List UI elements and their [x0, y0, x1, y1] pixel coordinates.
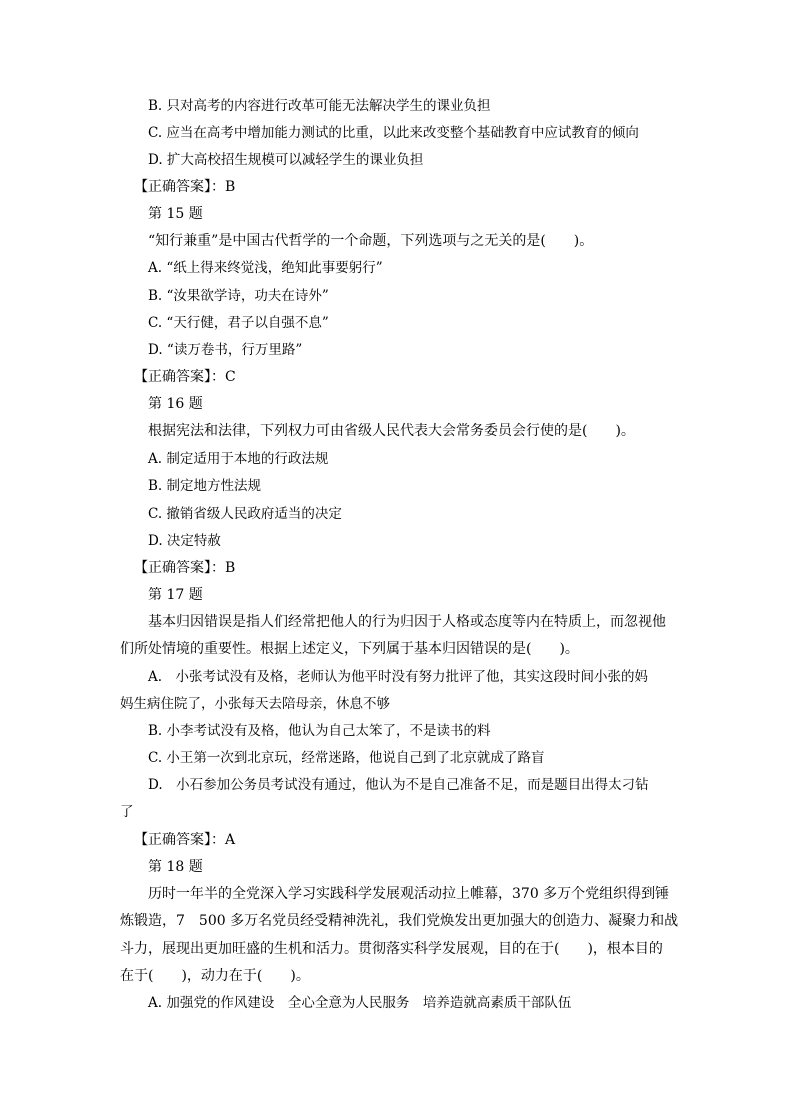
option-line: 妈生病住院了，小张每天去陪母亲，休息不够: [120, 696, 390, 712]
option-line: C. “天行健，君子以自强不息”: [148, 315, 329, 331]
question-stem: 斗力，展现出更加旺盛的生机和活力。贯彻落实科学发展观，目的在于( )，根本目的: [120, 941, 663, 957]
option-line: D. 决定特赦: [148, 533, 221, 549]
option-line: B. “汝果欲学诗，功夫在诗外”: [148, 288, 329, 304]
question-number: 第 16 题: [148, 396, 203, 412]
option-line: A. 加强党的作风建设 全心全意为人民服务 培养造就高素质干部队伍: [148, 995, 572, 1011]
question-number: 第 17 题: [148, 587, 203, 603]
option-line: D. 小石参加公务员考试没有通过，他认为不是自己准备不足，而是题目出得太刁钻: [148, 777, 649, 793]
answer-line: 【正确答案】：B: [134, 560, 236, 576]
option-line: B. 小李考试没有及格，他认为自己太笨了，不是读书的料: [148, 723, 491, 739]
question-stem: 基本归因错误是指人们经常把他人的行为归因于人格或态度等内在特质上，而忽视他: [148, 614, 666, 630]
option-line: D. 扩大高校招生规模可以减轻学生的课业负担: [148, 152, 424, 168]
option-line: A. 制定适用于本地的行政法规: [148, 451, 329, 467]
question-number: 第 15 题: [148, 206, 203, 222]
option-line: C. 应当在高考中增加能力测试的比重，以此来改变整个基础教育中应试教育的倾向: [148, 125, 639, 141]
option-line: 了: [120, 804, 134, 820]
answer-line: 【正确答案】：C: [134, 369, 236, 385]
question-stem: 根据宪法和法律，下列权力可由省级人民代表大会常务委员会行使的是( )。: [148, 423, 635, 439]
answer-line: 【正确答案】：A: [134, 832, 236, 848]
option-line: A. “纸上得来终觉浅，绝知此事要躬行”: [148, 260, 383, 276]
question-stem: 在于( )，动力在于( )。: [120, 968, 310, 984]
option-line: D. “读万卷书，行万里路”: [148, 342, 303, 358]
question-stem: 炼锻造，7 500 多万名党员经受精神洗礼，我们党焕发出更加强大的创造力、凝聚力和战: [120, 913, 679, 929]
option-line: A. 小张考试没有及格，老师认为他平时没有努力批评了他，其实这段时间小张的妈: [148, 669, 649, 685]
option-line: B. 只对高考的内容进行改革可能无法解决学生的课业负担: [148, 98, 491, 114]
question-stem: 历时一年半的全党深入学习实践科学发展观活动拉上帷幕，370 多万个党组织得到锤: [148, 886, 670, 902]
question-stem: 们所处情境的重要性。根据上述定义，下列属于基本归因错误的是( )。: [120, 641, 579, 657]
question-stem: “知行兼重”是中国古代哲学的一个命题，下列选项与之无关的是( )。: [148, 233, 594, 249]
option-line: C. 小王第一次到北京玩，经常迷路，他说自己到了北京就成了路盲: [148, 750, 545, 766]
option-line: C. 撤销省级人民政府适当的决定: [148, 506, 342, 522]
question-number: 第 18 题: [148, 859, 203, 875]
answer-line: 【正确答案】：B: [134, 179, 236, 195]
option-line: B. 制定地方性法规: [148, 478, 262, 494]
